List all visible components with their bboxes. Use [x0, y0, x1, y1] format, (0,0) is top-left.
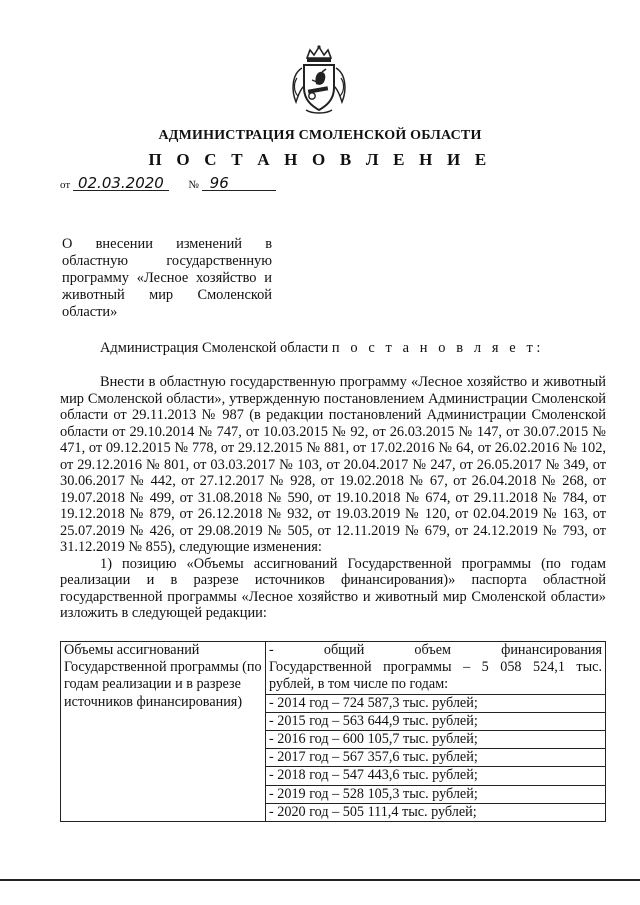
body-paragraph: Внести в областную государственную программу «Лесное хозяйство и животный мир Смоленской области», утвержденную постановлением Администрации Смоленской области от 29.11.2013 № 987 (в редакции постановлений Администрации Смоленской области от 29.10.2014 № 747, от 10.03.2015 № 92, от 26.03.2015 № 147, от 30.07.2015 № 471, от 09.12.2015 № 778, от 29.12.2015 № 881, от 17.02.2016 № 64, от 26.02.2016 № 102, от 29.12.2016 № 801, от 03.03.2017 № 103, от 20.04.2017 № 247, от 26.05.2017 № 349, от 30.06.2017 № 442, от 27.12.2017 № 928, от 19.02.2018 № 67, от 26.04.2018 № 268, от 19.07.2018 № 499, от 31.08.2018 № 590, от 19.10.2018 № 674, от 29.11.2018 № 784, от 19.12.2018 № 879, от 26.12.2018 № 932, от 19.03.2019 № 120, от 02.04.2019 № 163, от 25.07.2019 № 426, от 29.08.2019 № 505, от 12.11.2019 № 679, от 24.12.2019 № 793, от 31.12.2019 № 855), следующие изменения: [60, 374, 606, 555]
year-line: - 2017 год – 567 357,6 тыс. рублей; [266, 748, 605, 766]
decree-line [100, 340, 544, 357]
funding-summary-first-line: - общий объем финансирования [269, 642, 602, 658]
date-from-label: от [60, 179, 71, 191]
table-cell-label: Объемы ассигнований Государственной программы (по годам реализации и в разрезе источников финансирования) [61, 642, 266, 822]
number-label: № [188, 179, 199, 191]
year-line: - 2019 год – 528 105,3 тыс. рублей; [266, 785, 605, 803]
year-line: - 2015 год – 563 644,9 тыс. рублей; [266, 712, 605, 730]
document-date: 02.03.2020 [73, 176, 169, 191]
funding-summary: Государственной программы – 5 058 524,1 тыс. рублей, в том числе по годам: [269, 659, 602, 693]
decree-verb: п о с т а н о в л я е т: [331, 340, 544, 356]
document-body [60, 374, 606, 622]
passport-table [60, 641, 606, 822]
document-number: 96 [202, 176, 276, 191]
document-type-title: П О С Т А Н О В Л Е Н И Е [148, 150, 492, 169]
year-line: - 2014 год – 724 587,3 тыс. рублей; [266, 694, 605, 712]
decree-actor: Администрация Смоленской области [100, 340, 329, 356]
date-number-line [60, 176, 276, 191]
coat-of-arms-icon [288, 44, 350, 116]
year-line: - 2018 год – 547 443,6 тыс. рублей; [266, 766, 605, 784]
page-bottom-rule [0, 879, 640, 881]
year-line: - 2016 год – 600 105,7 тыс. рублей; [266, 730, 605, 748]
organization-name: АДМИНИСТРАЦИЯ СМОЛЕНСКОЙ ОБЛАСТИ [158, 128, 482, 143]
document-subject: О внесении изменений в областную государственную программу «Лесное хозяйство и животный мир Смоленской области» [62, 236, 272, 320]
body-paragraph: 1) позицию «Объемы ассигнований Государственной программы (по годам реализации и в разрезе источников финансирования)» паспорта областной государственной программы «Лесное хозяйство и животный мир Смоленской области» изложить в следующей редакции: [60, 555, 606, 621]
year-line: - 2020 год – 505 111,4 тыс. рублей; [266, 803, 605, 821]
table-cell-content [266, 642, 606, 822]
table-row [61, 642, 606, 822]
